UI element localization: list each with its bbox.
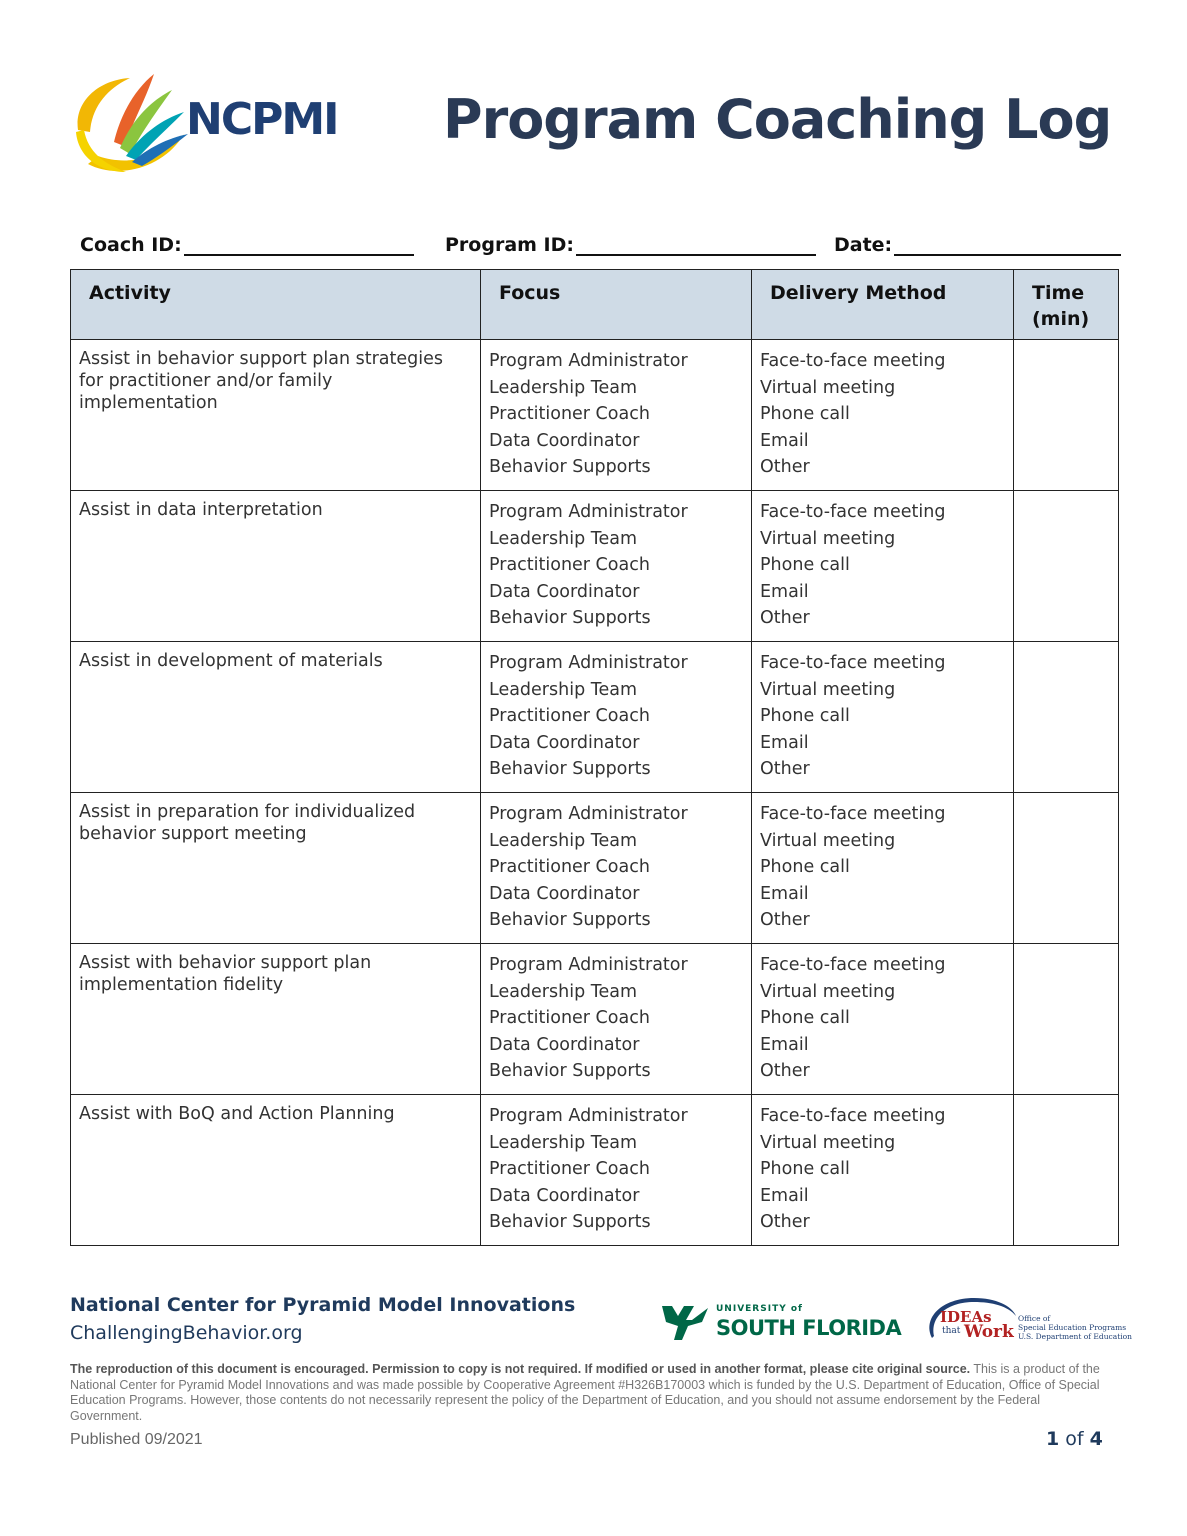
focus-option[interactable]: Data Coordinator — [489, 1034, 640, 1055]
focus-option[interactable]: Leadership Team — [489, 1132, 637, 1153]
activity-cell: Assist with BoQ and Action Planning — [71, 1095, 481, 1246]
program-id-field[interactable] — [445, 228, 816, 256]
date-field[interactable] — [834, 228, 1121, 256]
program-id-label: Program ID: — [445, 234, 574, 256]
delivery-option[interactable]: Other — [760, 910, 810, 931]
delivery-option[interactable]: Virtual meeting — [760, 981, 896, 1002]
page-current: 1 — [1046, 1428, 1060, 1450]
delivery-option[interactable]: Virtual meeting — [760, 377, 896, 398]
delivery-cell — [752, 793, 1014, 944]
focus-option[interactable]: Practitioner Coach — [489, 1159, 650, 1180]
delivery-option[interactable]: Email — [760, 883, 809, 904]
focus-cell — [481, 793, 752, 944]
delivery-option[interactable]: Face-to-face meeting — [760, 653, 946, 673]
table-row — [71, 793, 1119, 944]
focus-option[interactable]: Data Coordinator — [489, 732, 640, 753]
delivery-option[interactable]: Face-to-face meeting — [760, 1106, 946, 1126]
focus-cell — [481, 1095, 752, 1246]
focus-cell — [481, 944, 752, 1095]
table-row — [71, 340, 1119, 491]
delivery-option[interactable]: Email — [760, 1034, 809, 1055]
delivery-option[interactable]: Phone call — [760, 404, 850, 425]
focus-option[interactable]: Practitioner Coach — [489, 857, 650, 878]
focus-option[interactable]: Practitioner Coach — [489, 555, 650, 576]
coach-id-label: Coach ID: — [80, 234, 182, 256]
page-of: of — [1065, 1428, 1084, 1450]
activity-cell: Assist with behavior support plan implementation fidelity — [71, 944, 481, 1095]
delivery-cell — [752, 340, 1014, 491]
delivery-option[interactable]: Email — [760, 581, 809, 602]
delivery-option[interactable]: Phone call — [760, 1008, 850, 1029]
delivery-option[interactable]: Email — [760, 430, 809, 451]
delivery-option[interactable]: Virtual meeting — [760, 1132, 896, 1153]
focus-option[interactable]: Behavior Supports — [489, 1061, 651, 1082]
focus-option[interactable]: Practitioner Coach — [489, 1008, 650, 1029]
org-name: National Center for Pyramid Model Innovations — [70, 1294, 576, 1316]
delivery-option[interactable]: Phone call — [760, 706, 850, 727]
usf-south-florida: SOUTH FLORIDA — [716, 1316, 902, 1340]
time-cell[interactable] — [1014, 642, 1119, 793]
delivery-cell — [752, 642, 1014, 793]
focus-option[interactable]: Behavior Supports — [489, 1212, 651, 1233]
coach-id-line[interactable] — [184, 232, 414, 256]
header-focus: Focus — [481, 270, 752, 340]
focus-option[interactable]: Practitioner Coach — [489, 404, 650, 425]
delivery-cell — [752, 1095, 1014, 1246]
osep-line-1: Office of — [1018, 1314, 1051, 1323]
logo-wordmark: NCPMI — [186, 94, 338, 145]
delivery-option[interactable]: Email — [760, 732, 809, 753]
time-cell[interactable] — [1014, 491, 1119, 642]
activity-cell: Assist in data interpretation — [71, 491, 481, 642]
header-activity: Activity — [71, 270, 481, 340]
time-cell[interactable] — [1014, 1095, 1119, 1246]
delivery-option[interactable]: Other — [760, 759, 810, 780]
table-row — [71, 642, 1119, 793]
page-number — [1046, 1428, 1103, 1450]
delivery-option[interactable]: Email — [760, 1185, 809, 1206]
focus-option[interactable]: Data Coordinator — [489, 430, 640, 451]
delivery-option[interactable]: Virtual meeting — [760, 679, 896, 700]
delivery-option[interactable]: Face-to-face meeting — [760, 502, 946, 522]
activity-cell: Assist in behavior support plan strategies for practitioner and/or family implementation — [71, 340, 481, 491]
delivery-cell — [752, 491, 1014, 642]
coach-id-field[interactable] — [80, 228, 414, 256]
disclaimer — [70, 1362, 1115, 1424]
disclaimer-bold: The reproduction of this document is encouraged. Permission to copy is not required. If modified or used in another format, please cite original source. — [70, 1362, 971, 1376]
delivery-option[interactable]: Other — [760, 1061, 810, 1082]
header-time: Time (min) — [1014, 270, 1119, 340]
page-title: Program Coaching Log — [443, 88, 1112, 151]
time-cell[interactable] — [1014, 944, 1119, 1095]
delivery-option[interactable]: Other — [760, 1212, 810, 1233]
focus-option[interactable]: Leadership Team — [489, 981, 637, 1002]
usf-logo — [658, 1300, 902, 1346]
date-label: Date: — [834, 234, 893, 256]
ncpmi-swoosh-icon — [68, 72, 188, 176]
focus-option[interactable]: Behavior Supports — [489, 457, 651, 478]
focus-option[interactable]: Leadership Team — [489, 679, 637, 700]
site-link[interactable]: ChallengingBehavior.org — [70, 1322, 303, 1344]
focus-option[interactable]: Program Administrator — [489, 804, 688, 824]
program-id-line[interactable] — [576, 232, 816, 256]
focus-option[interactable]: Leadership Team — [489, 377, 637, 398]
coaching-log-table — [70, 269, 1119, 1246]
delivery-option[interactable]: Phone call — [760, 1159, 850, 1180]
focus-option[interactable]: Practitioner Coach — [489, 706, 650, 727]
published-date: Published 09/2021 — [70, 1431, 203, 1448]
id-fields — [80, 228, 1120, 258]
focus-option[interactable]: Program Administrator — [489, 351, 688, 371]
table-header-row — [71, 270, 1119, 340]
table-body — [71, 340, 1119, 1246]
time-cell[interactable] — [1014, 340, 1119, 491]
focus-option[interactable]: Program Administrator — [489, 1106, 688, 1126]
focus-cell — [481, 491, 752, 642]
focus-option[interactable]: Data Coordinator — [489, 1185, 640, 1206]
osep-line-2: Special Education Programs — [1018, 1323, 1127, 1332]
delivery-option[interactable]: Phone call — [760, 857, 850, 878]
table-row — [71, 1095, 1119, 1246]
delivery-option[interactable]: Other — [760, 608, 810, 629]
osep-text — [1018, 1314, 1132, 1341]
ideas-that-work-logo — [922, 1294, 1132, 1350]
delivery-option[interactable]: Face-to-face meeting — [760, 804, 946, 824]
date-line[interactable] — [894, 232, 1121, 256]
disclaimer-rest: This is a product of the National Center for Pyramid Model Innovations and was made possible by Cooperative Agreement #H326B170003 which is funded by the U.S. Department of Education, Office of Special Education Programs. However, those contents do not necessarily represent the policy of the Department of Education, and you should not assume endorsement by the Federal Government. — [70, 1362, 1100, 1423]
activity-cell: Assist in preparation for individualized behavior support meeting — [71, 793, 481, 944]
ideas-work: Work — [964, 1322, 1014, 1342]
activity-cell: Assist in development of materials — [71, 642, 481, 793]
delivery-option[interactable]: Other — [760, 457, 810, 478]
delivery-option[interactable]: Virtual meeting — [760, 528, 896, 549]
focus-option[interactable]: Program Administrator — [489, 502, 688, 522]
focus-option[interactable]: Behavior Supports — [489, 759, 651, 780]
header-delivery-method: Delivery Method — [752, 270, 1014, 340]
delivery-option[interactable]: Face-to-face meeting — [760, 955, 946, 975]
time-cell[interactable] — [1014, 793, 1119, 944]
focus-option[interactable]: Leadership Team — [489, 830, 637, 851]
focus-option[interactable]: Leadership Team — [489, 528, 637, 549]
focus-option[interactable]: Data Coordinator — [489, 581, 640, 602]
focus-option[interactable]: Behavior Supports — [489, 608, 651, 629]
focus-cell — [481, 340, 752, 491]
ideas-word: IDEAs — [940, 1308, 992, 1326]
focus-option[interactable]: Program Administrator — [489, 653, 688, 673]
table-row — [71, 944, 1119, 1095]
usf-university-of: UNIVERSITY of — [716, 1304, 803, 1314]
focus-option[interactable]: Program Administrator — [489, 955, 688, 975]
table-row — [71, 491, 1119, 642]
osep-line-3: U.S. Department of Education — [1018, 1332, 1132, 1341]
focus-option[interactable]: Data Coordinator — [489, 883, 640, 904]
delivery-option[interactable]: Face-to-face meeting — [760, 351, 946, 371]
focus-option[interactable]: Behavior Supports — [489, 910, 651, 931]
usf-bull-icon — [658, 1300, 712, 1344]
delivery-option[interactable]: Virtual meeting — [760, 830, 896, 851]
page-total: 4 — [1089, 1428, 1103, 1450]
ncpmi-logo — [68, 72, 358, 176]
ideas-that: that — [942, 1326, 961, 1336]
delivery-cell — [752, 944, 1014, 1095]
delivery-option[interactable]: Phone call — [760, 555, 850, 576]
focus-cell — [481, 642, 752, 793]
